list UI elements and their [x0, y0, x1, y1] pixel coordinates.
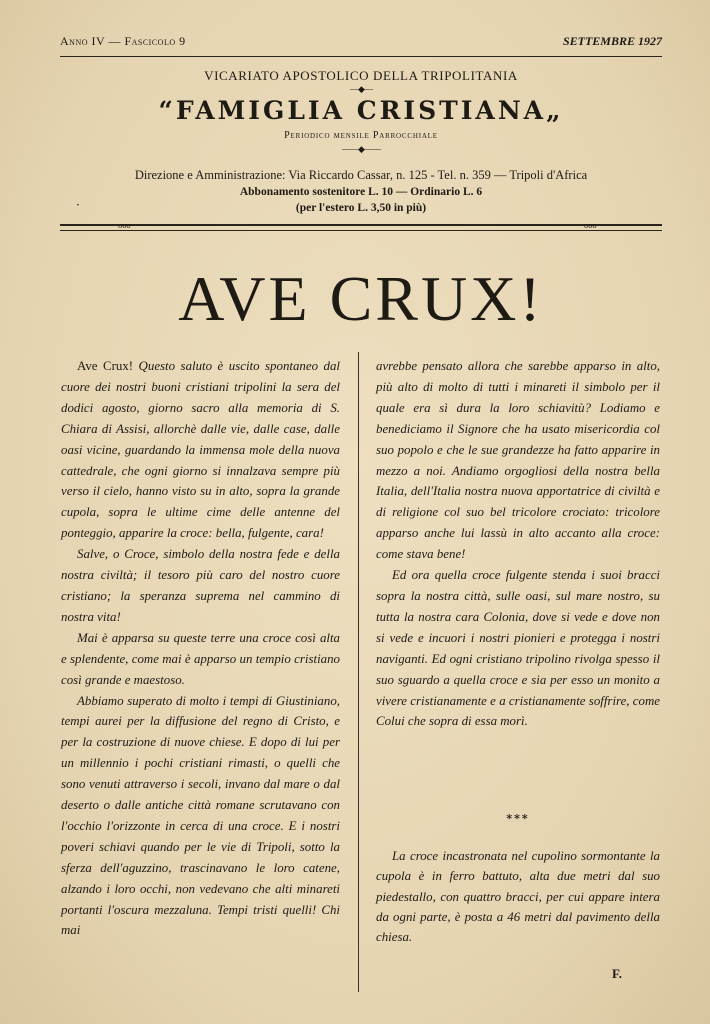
paragraph — [61, 356, 340, 544]
article-left-column — [61, 356, 340, 941]
paragraph: Salve, o Croce, simbolo della nostra fede e della nostra civiltà; il tesoro più caro del nostro cuore cristiano; la speranza suprema nel cammino di nostra vita! — [61, 547, 340, 624]
magazine-subtitle: Periodico mensile Parrocchiale — [284, 130, 438, 141]
column-divider — [358, 352, 359, 992]
paragraph: avrebbe pensato allora che sarebbe apparso in alto, più alto di molto di tutti i minareti il simbolo per il quale era sì dura la loro schiavitù? Lodiamo e benediciamo il Signore che ha usato misericordia col suo popolo e che le sue grandezze ha fatto apparire in mezzo a noi. Andiamo orgogliosi della nostra bella Italia, dell'Italia nostra nuova apportatrice di civiltà e di religione col suo bel tricolore crociato: tricolore apparso anche lui lassù in alto accanto alla croce: come stava bene! — [376, 359, 660, 562]
paragraph: Mai è apparsa su queste terre una croce così alta e splendente, come mai è apparso un tempio cristiano così grande e maestoso. — [61, 630, 340, 687]
footnote — [376, 846, 660, 947]
vicariato-line: VICARIATO APOSTOLICO DELLA TRIPOLITANIA — [204, 68, 518, 83]
ornament-divider: ——◆—— — [342, 144, 380, 154]
rule-ornament: ooo — [118, 222, 131, 230]
ornament-divider: —◆— — [350, 84, 372, 94]
article-right-column — [376, 356, 660, 732]
abroad-price-line: (per l'estero L. 3,50 in più) — [295, 202, 427, 214]
paragraph-text: Questo saluto è uscito spontaneo dal cuore dei nostri buoni cristiani tripolini la sera del dodici agosto, giorno sacro alla memoria di S. Chiara di Assisi, allorchè dalle vie, dalle case, dalle oasi vicine, guardando la immensa mole della nuova cattedrale, che ogni giorno si innalzava sempre più verso il cielo, hanno visto su in alto, sopra la grande cupola, sopra le ultime cime delle antenne del ponteggio, apparire la croce: bella, fulgente, cara! — [61, 359, 340, 541]
address-line: Direzione e Amministrazione: Via Riccardo Cassar, n. 125 - Tel. n. 359 — Tripoli d'Africa — [134, 168, 588, 182]
paragraph: Ed ora quella croce fulgente stenda i suoi bracci sopra la nostra città, sulle oasi, sul mare nostro, su tutta la nostra cara Colonia, dove si vede e dove non si vede e incuori i nostri pionieri e protegga i nostri naviganti. Ed ogni cristiano tripolino rivolga spesso il suo sguardo a quella croce e sia per esso un monito a vivere cristianamente e a cristianamente soffrire, come Colui che sopra di essa morì. — [376, 568, 660, 729]
paragraph-lead: Ave Crux! — [77, 359, 134, 373]
author-signature: F. — [612, 966, 622, 981]
footnote-text: La croce incastronata nel cupolino sormontante la cupola è in ferro battuto, alta due metri dal suo piedestallo, con quattro bracci, per cui appare intera da ogni parte, è posta a 46 metri dal pavimento della chiesa. — [376, 849, 660, 945]
issue-date: SETTEMBRE 1927 — [562, 34, 662, 48]
section-separator: *** — [506, 812, 530, 825]
article-headline: AVE CRUX! — [178, 263, 544, 334]
header-rule — [60, 56, 662, 57]
subscription-line: Abbonamento sostenitore L. 10 — Ordinario L. 6 — [239, 186, 483, 198]
issue-number: Anno IV — Fascicolo 9 — [60, 34, 186, 48]
masthead-double-rule — [60, 224, 662, 231]
paragraph: Abbiamo superato di molto i tempi di Giustiniano, tempi aurei per la diffusione del regno di Cristo, e per la costruzione di nuove chiese. E dopo di lui per un millennio i pochi cristiani rimasti, o quelli che sono venuti attraverso i secoli, invano dal mare o dal deserto o dalle antiche città romane scrutavano con l'occhio l'orizzonte in cerca di una croce. E i nostri poveri schiavi quando per le vie di Tripoli, sotto la sferza dell'aguzzino, trascinavano le loro catene, alzando i loro occhi, non vedevano che alti minareti portanti l'oscura mezzaluna. Tempi tristi quelli! Chi mai — [61, 693, 340, 938]
magazine-title: “FAMIGLIA CRISTIANA„ — [158, 96, 564, 125]
bullet-mark: · — [76, 198, 80, 212]
rule-ornament: ooo — [584, 222, 597, 230]
